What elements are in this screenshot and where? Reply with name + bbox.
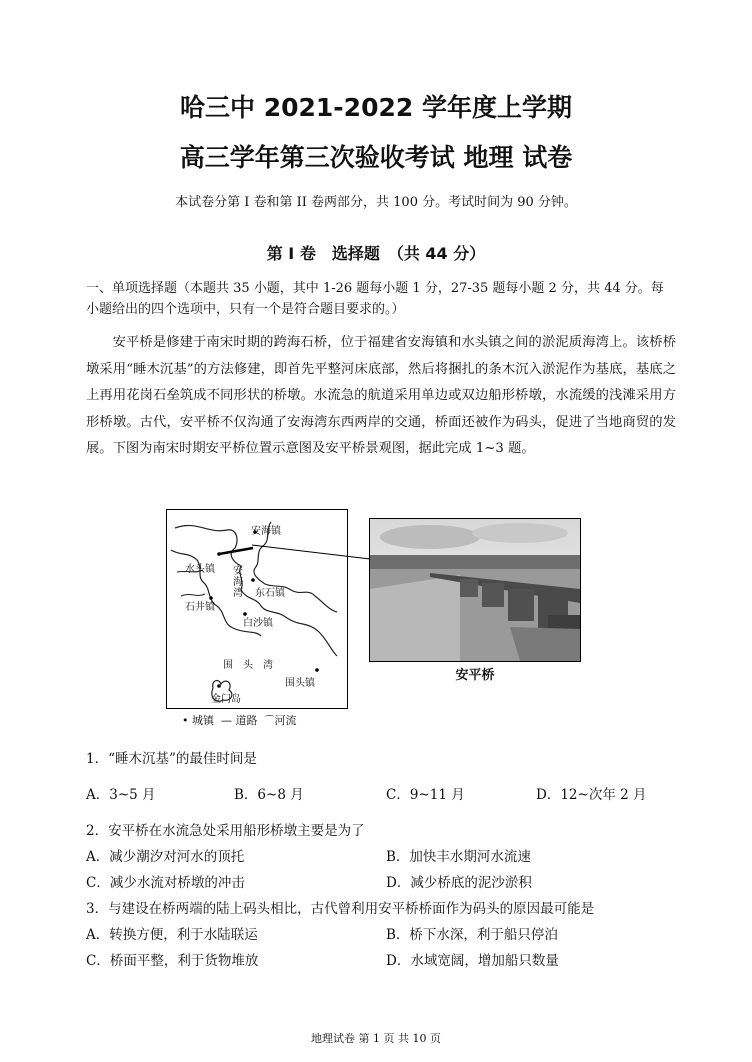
- label-jinmen: 金门岛: [211, 694, 241, 705]
- river-icon: ⌒: [264, 716, 275, 727]
- figure: [166, 509, 586, 737]
- label-shijing: 石井镇: [185, 602, 215, 613]
- label-dongshi: 东石镇: [255, 588, 285, 599]
- label-bay-char-3: 湾: [233, 588, 243, 599]
- q1-option-c: C．9~11 月: [386, 787, 465, 803]
- q3-option-d: D．水域宽阔，增加船只数量: [386, 953, 559, 969]
- exam-title-line1: 哈三中 2021-2022 学年度上学期: [180, 93, 572, 122]
- q2-option-c: C．减少水流对桥墩的冲击: [86, 875, 245, 891]
- exam-title-line2: 高三学年第三次验收考试 地理 试卷: [179, 143, 573, 172]
- label-anhai-bay: [233, 566, 244, 599]
- label-baisha: 白沙镇: [243, 618, 273, 629]
- q3-option-b: B．桥下水深，利于船只停泊: [386, 927, 558, 943]
- q2-option-a: A．减少潮汐对河水的顶托: [86, 849, 245, 865]
- bridge-photo-drawing: [370, 519, 580, 661]
- q3-option-c: C．桥面平整，利于货物堆放: [86, 953, 259, 969]
- legend-road: — 道路: [221, 714, 258, 727]
- label-weitou-bay: 围 头 湾: [223, 660, 273, 671]
- label-bay-char-2: 海: [233, 577, 243, 588]
- question-1-stem: 1．“睡木沉基”的最佳时间是: [86, 751, 257, 767]
- connector-line: [252, 539, 372, 579]
- exam-intro: 本试卷分第 I 卷和第 II 卷两部分，共 100 分。考试时间为 90 分钟。: [175, 195, 577, 210]
- legend-river: 河流: [274, 714, 297, 727]
- question-3-stem: 3．与建设在桥两端的陆上码头相比，古代曾利用安平桥桥面作为码头的原因最可能是: [86, 901, 595, 917]
- reading-passage: 安平桥是修建于南宋时期的跨海石桥，位于福建省安海镇和水头镇之间的淤泥质海湾上。该桥桥墩采用“睡木沉基”的方法修建，即首先平整河床底部，然后将捆扎的条木沉入淤泥作为基底，基底之上再用花岗石垒筑成不同形状的桥墩。水流急的航道采用单边或双边船形桥墩，水流缓的浅滩采用方形桥墩。古代，安平桥不仅沟通了安海湾东西两岸的交通，桥面还被作为码头，促进了当地商贸的发展。下图为南宋时期安平桥位置示意图及安平桥景观图，据此完成 1~3 题。: [86, 335, 676, 456]
- bridge-photo: [369, 518, 581, 662]
- map-legend: [182, 712, 297, 728]
- q1-option-a: A．3~5 月: [86, 787, 156, 803]
- q1-option-d: D．12~次年 2 月: [536, 787, 647, 803]
- label-weitou: 围头镇: [285, 678, 315, 689]
- photo-caption: 安平桥: [455, 668, 495, 683]
- instructions: 一、单项选择题（本题共 35 小题，其中 1-26 题每小题 1 分，27-35 题每小题 2 分，共 44 分。每小题给出的四个选项中，只有一个是符合题目要求的。）: [86, 281, 664, 317]
- q2-option-d: D．减少桥底的泥沙淤积: [386, 875, 532, 891]
- q1-option-b: B．6~8 月: [234, 787, 304, 803]
- legend-town: • 城镇: [182, 714, 214, 727]
- question-2-stem: 2．安平桥在水流急处采用船形桥墩主要是为了: [86, 823, 365, 839]
- page-footer: 地理试卷 第 1 页 共 10 页: [311, 1032, 441, 1045]
- q3-option-a: A．转换方便，利于水陆联运: [86, 927, 258, 943]
- label-bay-char-1: 安: [233, 566, 243, 577]
- label-anhai: 安海镇: [251, 526, 281, 537]
- section-title: 第 I 卷 选择题 （共 44 分）: [266, 244, 486, 263]
- q2-option-b: B．加快丰水期河水流速: [386, 849, 531, 865]
- label-shuitou: 水头镇: [185, 564, 215, 575]
